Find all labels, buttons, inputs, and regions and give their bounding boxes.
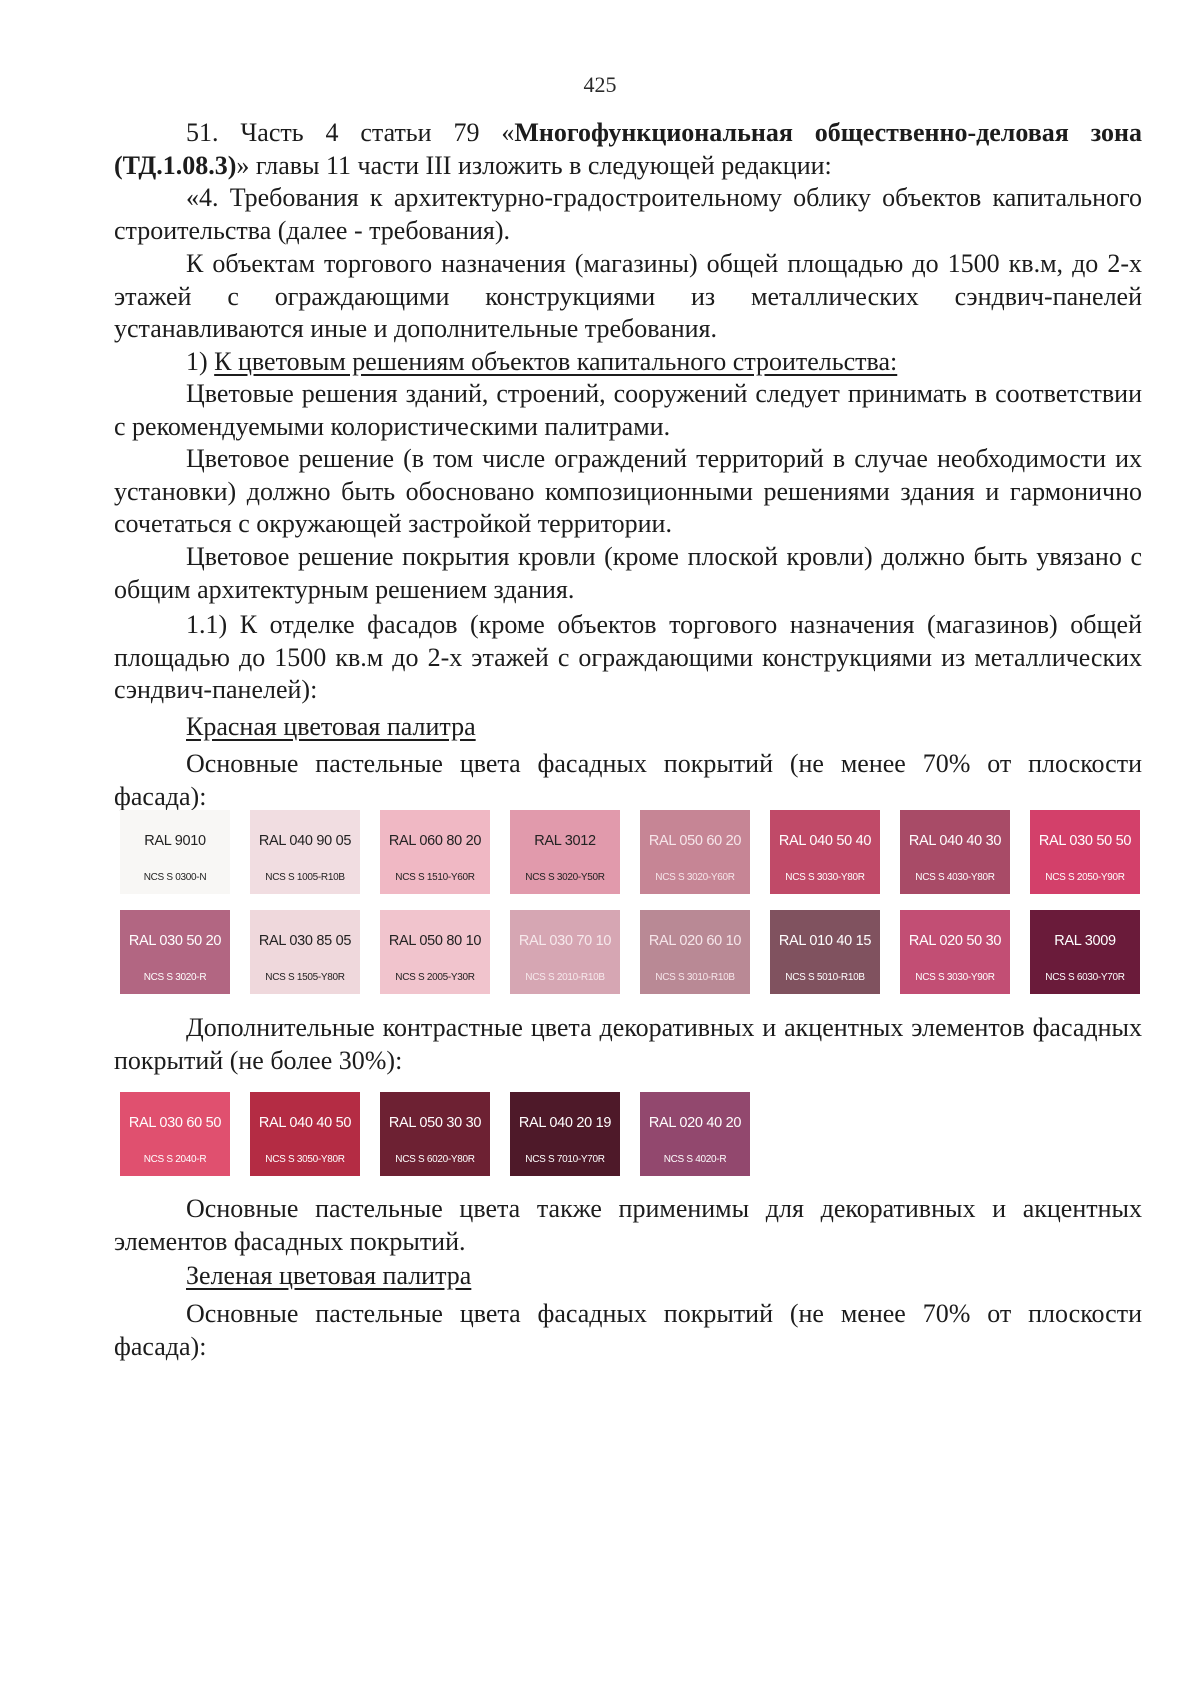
swatch-ncs-code: NCS S 3050-Y80R [265, 1154, 345, 1165]
color-swatch [250, 910, 360, 994]
amendment-intro: 51. Часть 4 статьи 79 « [186, 118, 515, 147]
swatch-ral-code: RAL 030 50 20 [128, 933, 222, 949]
color-swatch [510, 1092, 620, 1176]
color-swatch [510, 910, 620, 994]
contrast-colors-paragraph: Дополнительные контрастные цвета декоративных и акцентных элементов фасадных покрытий (не более 30%): [114, 1013, 1142, 1075]
swatch-ncs-code: NCS S 3020-R [143, 972, 207, 983]
swatch-ncs-code: NCS S 1510-Y60R [395, 872, 475, 883]
swatch-ncs-code: NCS S 3030-Y80R [785, 872, 865, 883]
color-swatch [640, 810, 750, 894]
color-solutions-heading: 1) К цветовым решениям объектов капитального строительства: [186, 347, 898, 376]
swatch-ral-code: RAL 050 60 20 [648, 833, 742, 849]
page-number: 425 [583, 72, 617, 97]
color-swatch [380, 810, 490, 894]
swatch-ral-code: RAL 010 40 15 [778, 933, 872, 949]
swatch-ral-code: RAL 030 50 50 [1038, 833, 1132, 849]
color-swatch [380, 1092, 490, 1176]
color-swatch [120, 910, 230, 994]
color-swatch [250, 810, 360, 894]
color-swatch [380, 910, 490, 994]
requirements-heading-paragraph: «4. Требования к архитектурно-градостроительному облику объектов капитального строительства (далее - требования). [114, 183, 1142, 245]
color-swatch [510, 810, 620, 894]
swatch-ncs-code: NCS S 1505-Y80R [265, 972, 345, 983]
amendment-paragraph [114, 117, 1142, 182]
swatch-ncs-code: NCS S 3020-Y60R [655, 872, 735, 883]
swatch-ral-code: RAL 060 80 20 [388, 833, 482, 849]
swatch-ral-code: RAL 020 40 20 [648, 1115, 742, 1131]
swatch-ral-code: RAL 050 80 10 [388, 933, 482, 949]
main-colors-paragraph: Основные пастельные цвета фасадных покрытий (не менее 70% от плоскости фасада): [114, 749, 1142, 811]
swatch-ncs-code: NCS S 2040-R [143, 1154, 207, 1165]
roof-paragraph: Цветовое решение покрытия кровли (кроме плоской кровли) должно быть увязано с общим архитектурным решением здания. [114, 542, 1142, 604]
color-swatch [120, 1092, 230, 1176]
swatch-ral-code: RAL 030 70 10 [518, 933, 612, 949]
swatch-ncs-code: NCS S 3020-Y50R [525, 872, 605, 883]
swatch-row-contrast [120, 1092, 750, 1176]
color-swatch [250, 1092, 360, 1176]
swatch-ncs-code: NCS S 2010-R10B [525, 972, 605, 983]
color-swatch [900, 810, 1010, 894]
swatch-ral-code: RAL 030 60 50 [128, 1115, 222, 1131]
color-swatch [770, 810, 880, 894]
swatch-ral-code: RAL 3012 [534, 833, 596, 849]
fencing-paragraph: Цветовое решение (в том числе ограждений территорий в случае необходимости их установки) должно быть обосновано композиционными решениями здания и гармонично сочетаться с окружающей застройкой территории. [114, 444, 1142, 538]
swatch-ncs-code: NCS S 4020-R [663, 1154, 727, 1165]
amendment-tail: » главы 11 части III изложить в следующей редакции: [236, 150, 832, 180]
color-swatch [900, 910, 1010, 994]
swatch-ral-code: RAL 030 85 05 [258, 933, 352, 949]
swatch-ncs-code: NCS S 7010-Y70R [525, 1154, 605, 1165]
color-swatch [1030, 910, 1140, 994]
red-palette-heading: Красная цветовая палитра [186, 712, 476, 741]
swatch-ncs-code: NCS S 6020-Y80R [395, 1154, 475, 1165]
swatch-ral-code: RAL 040 40 50 [258, 1115, 352, 1131]
swatch-ncs-code: NCS S 1005-R10B [265, 872, 345, 883]
trade-objects-paragraph: К объектам торгового назначения (магазины) общей площадью до 1500 кв.м, до 2-х этажей с ограждающими конструкциями из металлических сэндвич-панелей устанавливаются иные и дополнительные требования. [114, 249, 1142, 343]
palette-paragraph: Цветовые решения зданий, строений, сооружений следует принимать в соответствии с рекомендуемыми колористическими палитрами. [114, 379, 1142, 441]
swatch-ral-code: RAL 050 30 30 [388, 1115, 482, 1131]
color-swatch [1030, 810, 1140, 894]
swatch-ncs-code: NCS S 2005-Y30R [395, 972, 475, 983]
swatch-row-main-2 [120, 910, 1140, 994]
color-swatch [770, 910, 880, 994]
swatch-ral-code: RAL 020 50 30 [908, 933, 1002, 949]
green-palette-heading: Зеленая цветовая палитра [186, 1261, 472, 1290]
swatch-ncs-code: NCS S 5010-R10B [785, 972, 865, 983]
swatch-ncs-code: NCS S 3010-R10B [655, 972, 735, 983]
color-swatch [640, 910, 750, 994]
swatch-ral-code: RAL 040 50 40 [778, 833, 872, 849]
swatch-ncs-code: NCS S 0300-N [143, 872, 207, 883]
swatch-ncs-code: NCS S 6030-Y70R [1045, 972, 1125, 983]
swatch-ncs-code: NCS S 3030-Y90R [915, 972, 995, 983]
swatch-ral-code: RAL 040 20 19 [518, 1115, 612, 1131]
green-main-colors-paragraph: Основные пастельные цвета фасадных покрытий (не менее 70% от плоскости фасада): [114, 1299, 1142, 1361]
swatch-ral-code: RAL 020 60 10 [648, 933, 742, 949]
zone-title: Многофункциональная общественно-деловая зона (ТД.1.08.3) [114, 118, 1143, 180]
color-swatch [640, 1092, 750, 1176]
facade-finishing-paragraph: 1.1) К отделке фасадов (кроме объектов торгового назначения (магазинов) общей площадью до 1500 кв.м до 2-х этажей с ограждающими конструкциями из металлических сэндвич-панелей): [114, 610, 1142, 704]
swatch-ncs-code: NCS S 2050-Y90R [1045, 872, 1125, 883]
pastel-note-paragraph: Основные пастельные цвета также применимы для декоративных и акцентных элементов фасадных покрытий. [114, 1194, 1142, 1256]
swatch-ral-code: RAL 040 40 30 [908, 833, 1002, 849]
swatch-ral-code: RAL 9010 [144, 833, 206, 849]
swatch-ral-code: RAL 040 90 05 [258, 833, 352, 849]
swatch-ncs-code: NCS S 4030-Y80R [915, 872, 995, 883]
color-swatch [120, 810, 230, 894]
swatch-row-main-1 [120, 810, 1140, 894]
swatch-ral-code: RAL 3009 [1054, 933, 1116, 949]
